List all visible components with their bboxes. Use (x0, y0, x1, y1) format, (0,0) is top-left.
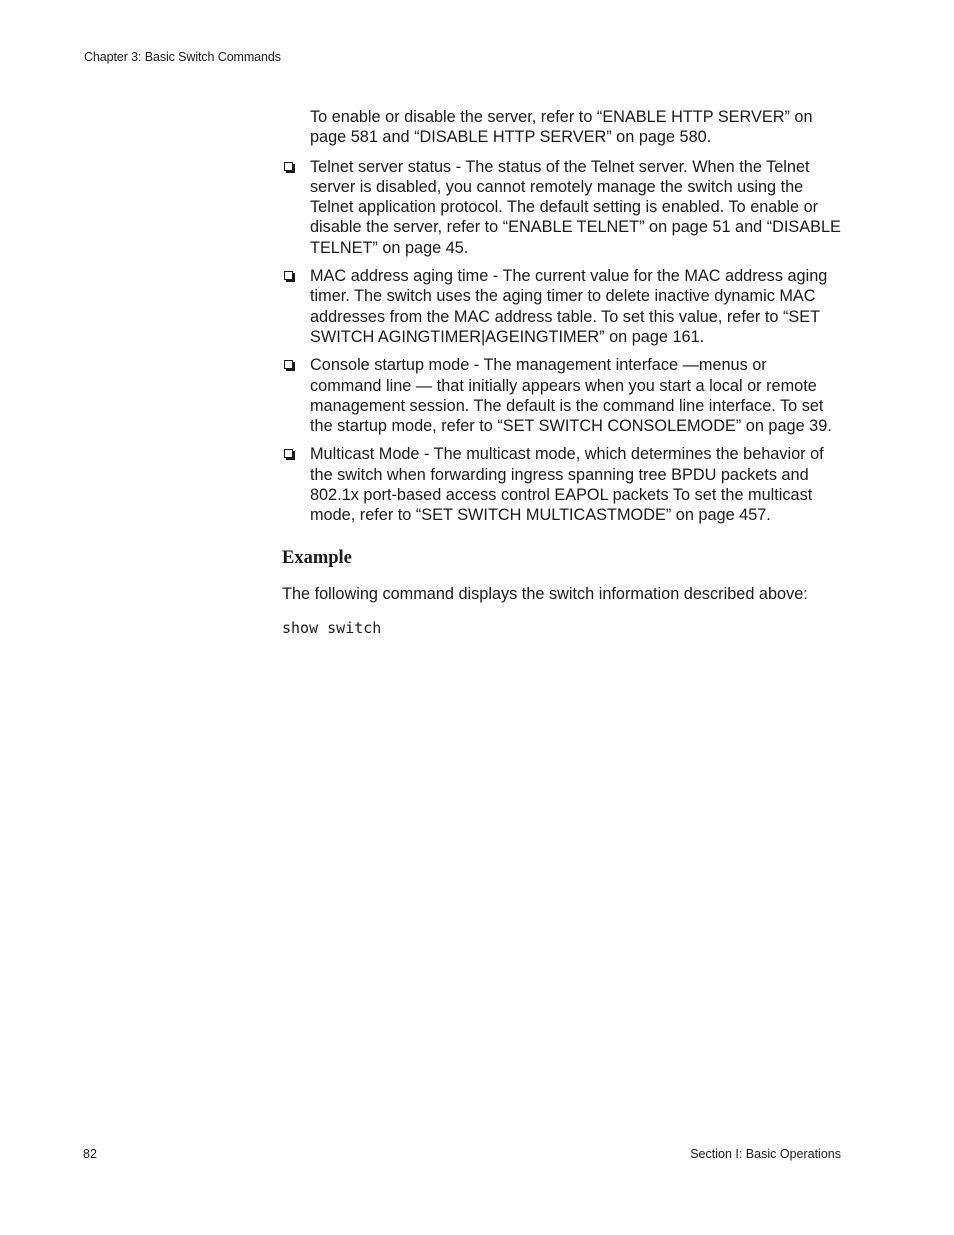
checkbox-bullet-icon (284, 360, 293, 369)
running-header: Chapter 3: Basic Switch Commands (84, 50, 281, 64)
code-example: show switch (282, 619, 382, 638)
page-number: 82 (83, 1147, 97, 1161)
list-item (282, 266, 842, 347)
section-heading: Example (282, 547, 352, 568)
list-item-text: Telnet server status - The status of the Telnet server. When the Telnet server is disabled, you cannot remotely manage the switch using the Telnet application protocol. The default setting is enabled. To enable or disable the server, refer to “ENABLE TELNET” on page 51 and “DISABLE TELNET” on page 45. (310, 157, 841, 257)
checkbox-bullet-icon (284, 271, 293, 280)
page-content (282, 107, 842, 639)
list-item (282, 355, 842, 436)
intro-paragraph: To enable or disable the server, refer to “ENABLE HTTP SERVER” on page 581 and “DISABLE HTTP SERVER” on page 580. (310, 108, 813, 147)
list-item-text: Multicast Mode - The multicast mode, which determines the behavior of the switch when forwarding ingress spanning tree BPDU packets and 802.1x port-based access control EAPOL packets To set the multicast mode, refer to “SET SWITCH MULTICASTMODE” on page 457. (310, 445, 824, 525)
list-item (282, 157, 842, 258)
example-paragraph: The following command displays the switch information described above: (282, 584, 808, 603)
list-item-text: MAC address aging time - The current value for the MAC address aging timer. The switch uses the aging timer to delete inactive dynamic MAC addresses from the MAC address table. To set this value, refer to “SET SWITCH AGINGTIMER|AGEINGTIMER” on page 161. (310, 267, 828, 346)
running-footer: Section I: Basic Operations (690, 1147, 841, 1161)
list-item-text: Console startup mode - The management interface —menus or command line — that initially appears when you start a local or remote management session. The default is the command line interface. To set the startup mode, refer to “SET SWITCH CONSOLEMODE” on page 39. (310, 356, 832, 436)
checkbox-bullet-icon (284, 162, 293, 171)
checkbox-bullet-icon (284, 449, 293, 458)
list-item (282, 444, 842, 525)
